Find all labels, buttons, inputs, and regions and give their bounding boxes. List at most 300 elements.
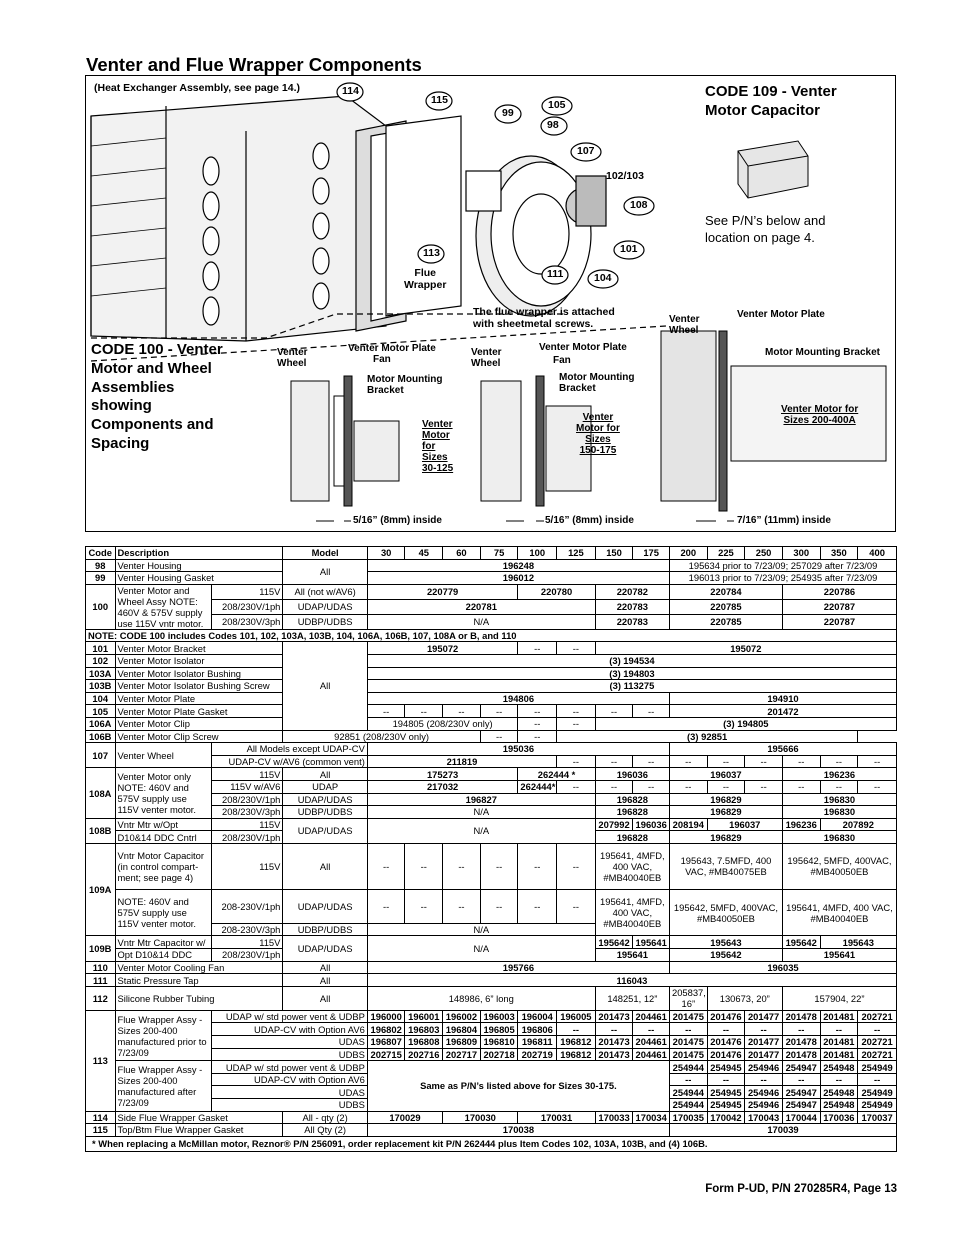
cell-part: 196005 — [557, 1010, 596, 1023]
cell-part: 201476 — [707, 1010, 745, 1023]
cell-desc: Vntr Motor Capacitor (in control compart- ment; see page 4) — [115, 843, 212, 889]
cell-part: 254945 — [707, 1061, 745, 1074]
cell-part: 196828 — [595, 793, 669, 806]
cell-model: All — [283, 843, 367, 889]
table-note-row — [86, 629, 897, 642]
table-row — [86, 889, 897, 923]
table-footnote-row — [86, 1136, 897, 1151]
cell-voltage: 208/230V/3ph — [212, 614, 283, 629]
cell-part: 170043 — [745, 1111, 783, 1124]
cell-part: -- — [707, 755, 745, 768]
cell-part: 262444 * — [518, 768, 595, 781]
cell-part: 195641 — [782, 949, 896, 962]
cell-code: 101 — [86, 642, 116, 655]
callout-111: 111 — [547, 268, 564, 280]
cell-part: 196829 — [669, 806, 782, 819]
cell-part: Same as P/N’s listed above for Sizes 30-175. — [367, 1061, 669, 1111]
callout-108: 108 — [630, 199, 648, 211]
header-description: Description — [115, 547, 283, 560]
cell-part: 196828 — [595, 831, 669, 844]
cell-part: 195072 — [367, 642, 518, 655]
cell-part: 202721 — [858, 1010, 897, 1023]
cell-part: 201481 — [820, 1010, 858, 1023]
cell-desc: Vntr Mtr Capacitor w/ — [115, 936, 212, 949]
callout-102-103: 102/103 — [606, 170, 644, 182]
header-code: Code — [86, 547, 116, 560]
cell-part: 254944 — [669, 1099, 707, 1112]
header-size: 250 — [745, 547, 783, 560]
cell-part: 195072 — [595, 642, 896, 655]
cell-code: 107 — [86, 743, 116, 768]
cell-part: 196001 — [405, 1010, 443, 1023]
a3-spacing-label: 7/16” (11mm) inside — [737, 515, 831, 526]
cell-desc: Venter Wheel — [115, 743, 212, 768]
cell-part: 196003 — [480, 1010, 518, 1023]
cell-model: All — [283, 974, 367, 987]
cell-part: (3) 113275 — [367, 680, 896, 693]
a1-spacing-label: 5/16” (8mm) inside — [353, 515, 442, 526]
cell-desc: Venter Motor Cooling Fan — [115, 961, 283, 974]
cell-part: 201477 — [745, 1048, 783, 1061]
cell-part: 196809 — [443, 1036, 481, 1049]
cell-desc: Venter Motor Bracket — [115, 642, 283, 655]
cell-part: 202715 — [367, 1048, 405, 1061]
cell-part: 254946 — [745, 1086, 783, 1099]
cell-part: -- — [480, 889, 518, 923]
cell-part: 196830 — [782, 831, 896, 844]
cell-code: 113 — [86, 1010, 116, 1111]
cell-code: 99 — [86, 572, 116, 585]
cell-model: UDAP/UDAS — [283, 599, 367, 614]
cell-part: 254948 — [820, 1099, 858, 1112]
cell-model: UDAP-CV w/AV6 (common vent) — [212, 755, 368, 768]
header-size: 200 — [669, 547, 707, 560]
cell-part: 201477 — [745, 1010, 783, 1023]
cell-part: 170038 — [367, 1124, 669, 1137]
cell-part: 254947 — [782, 1099, 820, 1112]
cell-part: 220785 — [669, 599, 782, 614]
a2-fan-label: Fan — [553, 355, 571, 366]
cell-voltage: 208/230V/1ph — [212, 831, 283, 844]
a3-plate-label: Venter Motor Plate — [737, 309, 825, 320]
cell-part: -- — [557, 717, 596, 730]
cell-code: 103B — [86, 680, 116, 693]
cell-part: 201475 — [669, 1048, 707, 1061]
cell-part: 195642, 5MFD, 400VAC, #MB40050EB — [782, 843, 896, 889]
table-row — [86, 654, 897, 667]
cell-part: 196035 — [669, 961, 896, 974]
table-footnote: * When replacing a McMillan motor, Reznor® P/N 256091, order replacement kit P/N 262444 plus Item Codes 102, 103A, 103B, and (4) 106B. — [86, 1136, 897, 1151]
cell-part: 196807 — [367, 1036, 405, 1049]
cell-part: 196002 — [443, 1010, 481, 1023]
cell-voltage: 208-230V/3ph — [212, 923, 283, 936]
cell-part: N/A — [367, 614, 595, 629]
cell-part: -- — [820, 755, 858, 768]
cell-part: 196036 — [595, 768, 669, 781]
cell-part: -- — [820, 1023, 858, 1036]
cell-part: -- — [405, 705, 443, 718]
a3-motor-label: Venter Motor for Sizes 200-400A — [781, 404, 859, 426]
cell-part: 220783 — [595, 614, 669, 629]
cell-part: 254949 — [858, 1099, 897, 1112]
cell-part: 262444* — [518, 780, 557, 793]
cell-code: 106A — [86, 717, 116, 730]
table-row — [86, 584, 897, 599]
cell-part: (3) 194534 — [367, 654, 896, 667]
cell-part: 195641, 4MFD, 400 VAC, #MB40040EB — [595, 889, 669, 936]
header-size: 100 — [518, 547, 557, 560]
cell-part: 201481 — [820, 1048, 858, 1061]
cell-part: 196812 — [557, 1048, 596, 1061]
cell-voltage: 115V — [212, 818, 283, 831]
table-row — [86, 705, 897, 718]
cell-part: -- — [633, 705, 670, 718]
cell-part: 196802 — [367, 1023, 405, 1036]
header-size: 125 — [557, 547, 596, 560]
cell-part: N/A — [367, 923, 595, 936]
heat-exchanger-note: (Heat Exchanger Assembly, see page 14.) — [94, 82, 301, 94]
cell-part: -- — [782, 1023, 820, 1036]
cell-part: 195642 — [669, 949, 782, 962]
cell-part: -- — [595, 755, 633, 768]
components-figure — [85, 75, 896, 532]
page-title: Venter and Flue Wrapper Components — [86, 54, 422, 75]
a2-wheel-label: Venter Wheel — [471, 347, 502, 369]
table-row — [86, 1010, 897, 1023]
cell-part: 202718 — [480, 1048, 518, 1061]
cell-part: -- — [518, 717, 557, 730]
cell-model: All — [283, 559, 367, 584]
cell-desc: Venter Motor Isolator Bushing Screw — [115, 680, 283, 693]
cell-part: -- — [557, 889, 596, 923]
cell-part: 202716 — [405, 1048, 443, 1061]
cell-part: -- — [820, 1073, 858, 1086]
cell-part: 220787 — [782, 614, 896, 629]
cell-part: 202721 — [858, 1048, 897, 1061]
cell-part: 196004 — [518, 1010, 557, 1023]
table-row — [86, 843, 897, 889]
cell-part: 202721 — [858, 1036, 897, 1049]
cell-desc: Vntr Mtr w/Opt — [115, 818, 212, 831]
cell-part: 196236 — [782, 768, 896, 781]
cell-part: -- — [858, 755, 897, 768]
a2-motor-label: Venter Motor for Sizes 150-175 — [576, 412, 620, 456]
cell-part: 196804 — [443, 1023, 481, 1036]
cell-desc: Flue Wrapper Assy - Sizes 200-400 manufactured prior to 7/23/09 — [115, 1010, 212, 1060]
cell-part: 202717 — [443, 1048, 481, 1061]
callout-107: 107 — [577, 145, 595, 157]
cell-part: 170029 — [367, 1111, 442, 1124]
cell-code: 114 — [86, 1111, 116, 1124]
cell-model: All — [283, 768, 367, 781]
flue-wrapper-label: Flue Wrapper — [404, 267, 447, 291]
cell-part: 194910 — [669, 692, 896, 705]
cell-part: 201476 — [707, 1048, 745, 1061]
cell-part: 195643, 7.5MFD, 400 VAC, #MB40075EB — [669, 843, 782, 889]
cell-part: 217032 — [367, 780, 518, 793]
cell-part: 195634 prior to 7/23/09; 257029 after 7/23/09 — [669, 559, 896, 572]
cell-voltage: 208/230V/1ph — [212, 599, 283, 614]
table-row — [86, 667, 897, 680]
cell-desc: Venter Motor Plate Gasket — [115, 705, 283, 718]
cell-part: -- — [443, 843, 481, 889]
flue-wrapper-note: The flue wrapper is attached with sheetmetal screws. — [473, 306, 615, 330]
cell-part: 170044 — [782, 1111, 820, 1124]
table-row — [86, 680, 897, 693]
header-model: Model — [283, 547, 367, 560]
cell-desc: Silicone Rubber Tubing — [115, 986, 283, 1010]
cell-model: All Qty (2) — [283, 1124, 367, 1137]
callout-101: 101 — [620, 243, 638, 255]
cell-part: 170033 — [595, 1111, 633, 1124]
cell-desc: Venter Motor Clip Screw — [115, 730, 283, 743]
cell-desc: Venter Motor and Wheel Assy NOTE: 460V & 575V supply use 115V vntr motor. — [115, 584, 212, 629]
cell-part: -- — [405, 889, 443, 923]
cell-part: -- — [595, 705, 633, 718]
cell-part: 201478 — [782, 1048, 820, 1061]
cell-part: -- — [669, 755, 707, 768]
table-row — [86, 768, 897, 781]
cell-code: 115 — [86, 1124, 116, 1137]
cell-part: -- — [557, 755, 596, 768]
cell-part: 196828 — [595, 806, 669, 819]
cell-model: UDBP/UDBS — [283, 614, 367, 629]
cell-part: -- — [557, 705, 596, 718]
cell-part: 196829 — [669, 831, 782, 844]
cell-part: 254948 — [820, 1086, 858, 1099]
cell-part: -- — [518, 889, 557, 923]
cell-part: -- — [367, 889, 405, 923]
cell-part: 204461 — [633, 1048, 670, 1061]
cell-part: 254944 — [669, 1086, 707, 1099]
table-row — [86, 1124, 897, 1137]
cell-code: 109B — [86, 936, 116, 961]
cell-part: 196000 — [367, 1010, 405, 1023]
cell-model: UDAP/UDAS — [283, 818, 367, 843]
cell-part: 220785 — [669, 614, 782, 629]
cell-desc: Top/Btm Flue Wrapper Gasket — [115, 1124, 283, 1137]
cell-part: -- — [633, 755, 670, 768]
cell-part: 254944 — [669, 1061, 707, 1074]
cell-part: 196806 — [518, 1023, 557, 1036]
cell-voltage: 115V — [212, 936, 283, 949]
cell-part: 196036 — [633, 818, 670, 831]
cell-voltage: 115V w/AV6 — [212, 780, 283, 793]
cell-part: -- — [782, 780, 820, 793]
a3-bracket-label: Motor Mounting Bracket — [765, 347, 880, 358]
callout-99: 99 — [502, 107, 514, 119]
cell-part: 195641, 4MFD, 400 VAC, #MB40040EB — [595, 843, 669, 889]
cell-part: 195643 — [820, 936, 896, 949]
cell-part: 194805 (208/230V only) — [367, 717, 518, 730]
table-row — [86, 986, 897, 1010]
cell-part: -- — [745, 1023, 783, 1036]
cell-part: -- — [858, 1073, 897, 1086]
cell-part: 195643 — [669, 936, 782, 949]
cell-part: -- — [518, 705, 557, 718]
header-size: 225 — [707, 547, 745, 560]
cell-desc: Opt D10&14 DDC — [115, 949, 212, 962]
cell-part: 201473 — [595, 1048, 633, 1061]
a1-motor-label: Venter Motor for Sizes 30-125 — [422, 419, 454, 474]
cell-part: -- — [707, 1073, 745, 1086]
header-size: 300 — [782, 547, 820, 560]
cell-part: 196830 — [782, 793, 896, 806]
cell-model: UDBS — [212, 1048, 368, 1061]
cell-part: -- — [669, 1023, 707, 1036]
cell-part: 254945 — [707, 1099, 745, 1112]
table-row — [86, 559, 897, 572]
cell-desc: Venter Housing — [115, 559, 283, 572]
cell-part: 201478 — [782, 1010, 820, 1023]
cell-part: 202719 — [518, 1048, 557, 1061]
a1-fan-label: Fan — [373, 354, 391, 365]
cell-model: UDAP/UDAS — [283, 936, 367, 961]
cell-part: -- — [820, 780, 858, 793]
cell-voltage: 208-230V/1ph — [212, 889, 283, 923]
cell-part: 170042 — [707, 1111, 745, 1124]
cell-code: 108A — [86, 768, 116, 818]
cell-part: 254946 — [745, 1061, 783, 1074]
cell-part: 175273 — [367, 768, 518, 781]
cell-part: 170039 — [669, 1124, 896, 1137]
cell-part: 254947 — [782, 1086, 820, 1099]
cell-part: -- — [669, 1073, 707, 1086]
cell-part: -- — [405, 843, 443, 889]
cell-part: -- — [858, 780, 897, 793]
cell-part: -- — [633, 1023, 670, 1036]
table-row — [86, 1061, 897, 1074]
cell-part: 170031 — [518, 1111, 595, 1124]
cell-voltage: 208/230V/1ph — [212, 793, 283, 806]
cell-model: UDAS — [212, 1036, 368, 1049]
cell-voltage: 208/230V/1ph — [212, 949, 283, 962]
cell-part: 196810 — [480, 1036, 518, 1049]
cell-code: 111 — [86, 974, 116, 987]
table-row — [86, 1111, 897, 1124]
cell-desc: Venter Motor Isolator Bushing — [115, 667, 283, 680]
cell-part: 196811 — [518, 1036, 557, 1049]
cell-part: 220784 — [669, 584, 782, 599]
callout-114: 114 — [342, 85, 359, 97]
cell-code: 104 — [86, 692, 116, 705]
cell-model: All (not w/AV6) — [283, 584, 367, 599]
header-size: 75 — [480, 547, 518, 560]
a1-wheel-label: Venter Wheel — [277, 347, 308, 369]
cell-part: -- — [782, 755, 820, 768]
cell-model: UDAP/UDAS — [283, 889, 367, 923]
callout-115: 115 — [431, 94, 448, 106]
cell-part: -- — [595, 780, 633, 793]
cell-part: 195641 — [595, 949, 669, 962]
cell-part: 207892 — [820, 818, 896, 831]
cell-code: 98 — [86, 559, 116, 572]
cell-part: -- — [745, 780, 783, 793]
cell-part: 204461 — [633, 1036, 670, 1049]
cell-part: N/A — [367, 936, 595, 961]
cell-part: -- — [557, 780, 596, 793]
cell-code: 103A — [86, 667, 116, 680]
cell-part: 130673, 20” — [707, 986, 782, 1010]
parts-table-wrapper — [85, 546, 897, 1152]
header-size: 175 — [633, 547, 670, 560]
cell-part: -- — [480, 705, 518, 718]
cell-desc: Venter Motor Plate — [115, 692, 283, 705]
cell-part: (3) 194803 — [367, 667, 896, 680]
cell-part: -- — [518, 642, 557, 655]
cell-part: 201478 — [782, 1036, 820, 1049]
cell-part: -- — [633, 780, 670, 793]
cell-part: -- — [745, 1073, 783, 1086]
cell-part: 195666 — [669, 743, 896, 756]
cell-model: UDBP/UDBS — [283, 923, 367, 936]
cell-part: 201475 — [669, 1036, 707, 1049]
cell-model: UDBP/UDBS — [283, 806, 367, 819]
cell-part: 220786 — [782, 584, 896, 599]
cell-part: (3) 92851 — [557, 730, 858, 743]
cell-desc: Side Flue Wrapper Gasket — [115, 1111, 283, 1124]
cell-model: All — [283, 961, 367, 974]
cell-model: UDAP — [283, 780, 367, 793]
header-size: 400 — [858, 547, 897, 560]
cell-part: 254945 — [707, 1086, 745, 1099]
cell-part: -- — [745, 755, 783, 768]
cell-part: 207992 — [595, 818, 633, 831]
callout-113: 113 — [423, 247, 440, 259]
cell-part: 220782 — [595, 584, 669, 599]
cell-part: 254947 — [782, 1061, 820, 1074]
cell-part: 201473 — [595, 1010, 633, 1023]
cell-code: 105 — [86, 705, 116, 718]
cell-part: 211819 — [367, 755, 556, 768]
cell-part: 157904, 22” — [782, 986, 896, 1010]
a2-spacing-label: 5/16” (8mm) inside — [545, 515, 634, 526]
cell-part: 220783 — [595, 599, 669, 614]
cell-part: 116043 — [367, 974, 896, 987]
cell-part: 194806 — [367, 692, 669, 705]
cell-model: All Models except UDAP-CV — [212, 743, 368, 756]
cell-part: 170036 — [820, 1111, 858, 1124]
cell-voltage: 115V — [212, 768, 283, 781]
header-size: 60 — [443, 547, 481, 560]
cell-model: UDAP-CV with Option AV6 — [212, 1073, 368, 1086]
cell-part: -- — [443, 705, 481, 718]
cell-part: 201477 — [745, 1036, 783, 1049]
cell-part: 170037 — [858, 1111, 897, 1124]
cell-part: 204461 — [633, 1010, 670, 1023]
cell-part: -- — [557, 1023, 596, 1036]
a1-bracket-label: Motor Mounting Bracket — [367, 374, 443, 396]
table-row — [86, 961, 897, 974]
cell-part: 196803 — [405, 1023, 443, 1036]
a3-wheel-label: Venter Wheel — [669, 314, 700, 336]
cell-part: 196236 — [782, 818, 820, 831]
cell-part: 208194 — [669, 818, 707, 831]
cell-part: 220780 — [518, 584, 595, 599]
page-footer: Form P-UD, P/N 270285R4, Page 13 — [705, 1183, 897, 1195]
cell-part: 195641, 4MFD, 400 VAC, #MB40040EB — [782, 889, 896, 936]
cell-part: 195642, 5MFD, 400VAC, #MB40050EB — [669, 889, 782, 936]
cell-part: -- — [669, 780, 707, 793]
cell-part: 148251, 12” — [595, 986, 669, 1010]
cell-part: -- — [518, 730, 557, 743]
header-size: 350 — [820, 547, 858, 560]
cell-part: 201473 — [595, 1036, 633, 1049]
table-row — [86, 730, 897, 743]
cell-part: 196829 — [669, 793, 782, 806]
cell-part: -- — [858, 1023, 897, 1036]
cell-code: 100 — [86, 584, 116, 629]
